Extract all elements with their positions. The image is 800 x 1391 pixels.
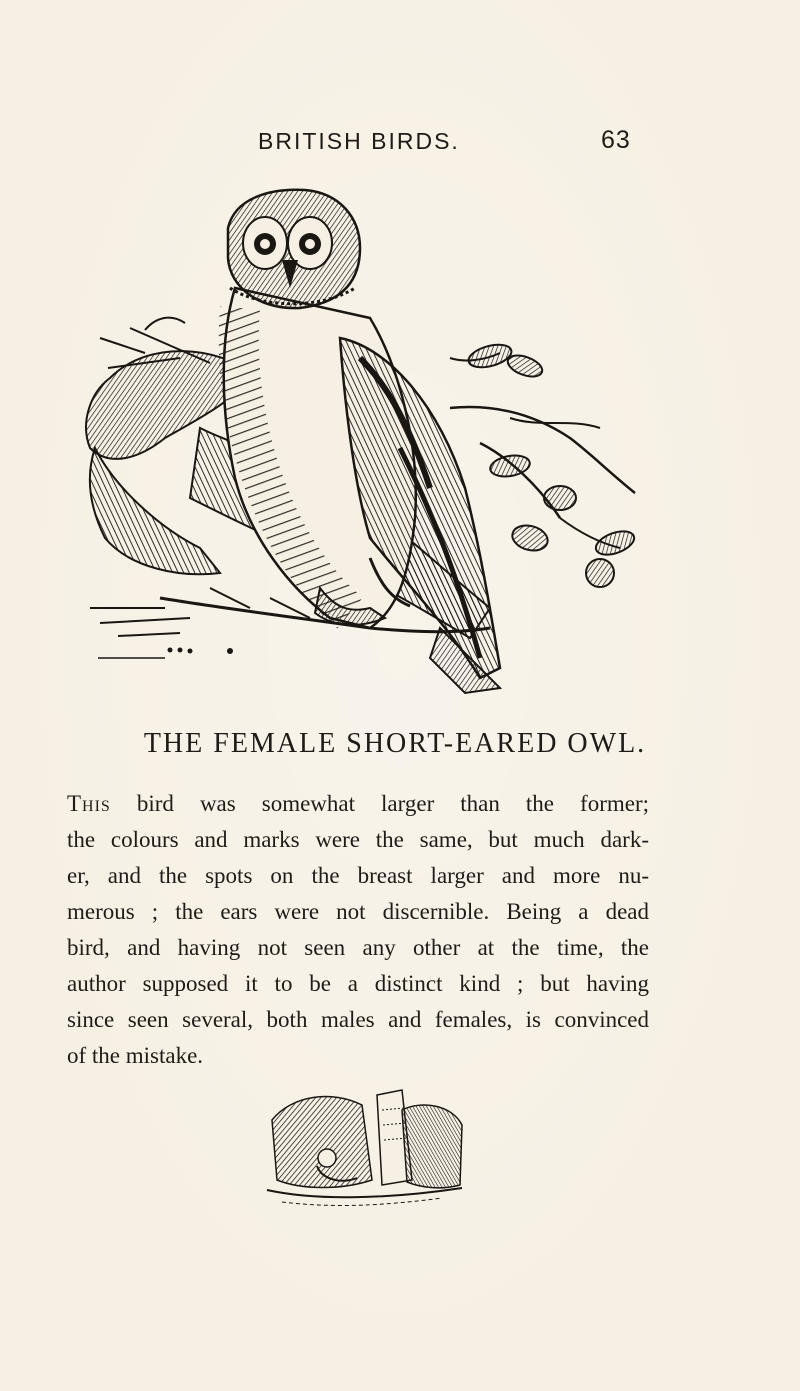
text-line-8: of the mistake. [67,1043,204,1068]
owl-head [228,190,360,308]
body-paragraph [67,786,649,1074]
text-line-2: the colours and marks were the same, but much dark- [67,827,649,852]
lead-word: This [67,791,111,816]
text-line-5: bird, and having not seen any other at the time, the [67,935,649,960]
owl [224,288,500,693]
text-line-7: since seen several, both males and females, is convinced [67,1007,649,1032]
text-line-4: merous ; the ears were not discernible. Being a dead [67,899,649,924]
text-line-3: er, and the spots on the breast larger and more nu- [67,863,649,888]
text-line-1 [67,786,649,822]
owl-illustration [70,188,640,698]
text-line-6: author supposed it to be a distinct kind ; but having [67,971,649,996]
illustration-caption: THE FEMALE SHORT-EARED OWL. [143,728,647,759]
running-title: BRITISH BIRDS. [258,128,460,154]
tailpiece-vignette [262,1080,468,1210]
text-line-1-rest: bird was somewhat larger than the former; [110,791,649,816]
running-head [0,128,800,164]
page-number: 63 [601,126,631,154]
